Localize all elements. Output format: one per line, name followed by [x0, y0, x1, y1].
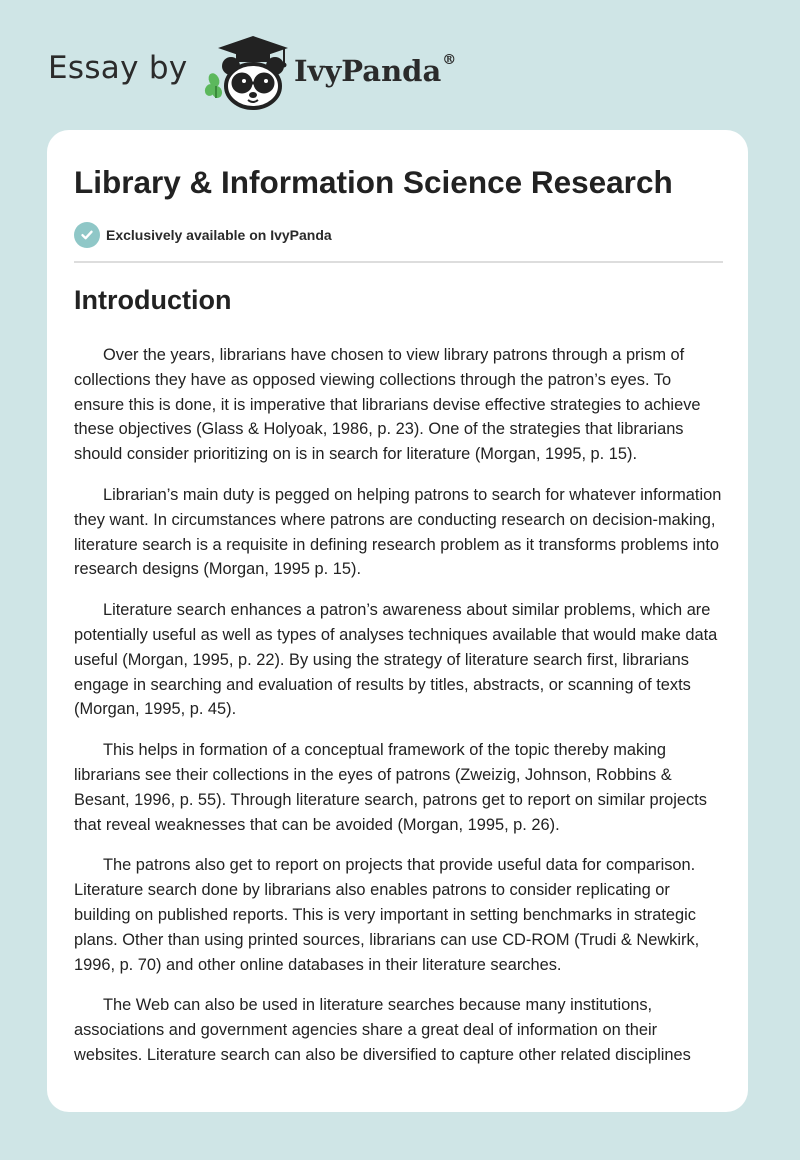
availability-text: Exclusively available on IvyPanda — [106, 227, 332, 243]
essay-body — [74, 343, 723, 1084]
registered-mark: ® — [442, 52, 457, 68]
paragraph: This helps in formation of a conceptual framework of the topic thereby making librarians see their collections in the eyes of patrons (Zweizig, Johnson, Robbins & Besant, 1996, p. 55). Through literature search, patrons get to report on similar projects that reveal weaknesses that can be avoided (Morgan, 1995, p. 26). — [74, 741, 707, 834]
title-divider — [74, 261, 723, 263]
essay-title: Library & Information Science Research — [74, 164, 673, 200]
section-heading: Introduction — [74, 285, 232, 315]
paragraph: Literature search enhances a patron’s awareness about similar problems, which are potentially useful as well as types of analyses techniques available that would make data useful (Morgan, 1995, p. 22). By using the strategy of literature search first, librarians engage in searching and evaluation of results by titles, abstracts, or scanning of texts (Morgan, 1995, p. 45). — [74, 601, 718, 719]
paragraph: Librarian’s main duty is pegged on helping patrons to search for whatever information they want. In circumstances where patrons are conducting research on decision-making, literature search is a requisite in defining research problem as it transforms problems into research designs (Morgan, 1995 p. 15). — [74, 485, 722, 579]
paragraph: The Web can also be used in literature searches because many institutions, associations and government agencies share a great deal of information on their websites. Literature search can also be diversified to capture other related disciplines — [74, 996, 691, 1064]
site-header — [48, 28, 748, 118]
check-circle-icon — [74, 222, 100, 248]
paragraph: The patrons also get to report on projects that provide useful data for comparison. Literature search done by librarians also enables patrons to consider replicating or building on published reports. This is very important in setting benchmarks in strategic plans. Other than using printed sources, librarians can use CD-ROM (Trudi & Newkirk, 1996, p. 70) and other online databases in their literature searches. — [74, 856, 700, 974]
essay-card — [47, 130, 748, 1112]
essay-by-label: Essay by — [48, 50, 188, 86]
paragraph: Over the years, librarians have chosen to view library patrons through a prism of collections they have as opposed viewing collections through the patron’s eyes. To ensure this is done, it is imperative that librarians devise effective strategies to achieve these objectives (Glass & Holyoak, 1986, p. 23). One of the strategies that librarians should consider prioritizing on is in search for literature (Morgan, 1995, p. 15). — [74, 346, 701, 464]
availability-badge — [74, 222, 332, 248]
brand-name[interactable] — [294, 54, 456, 88]
brand-name-text: IvyPanda — [294, 54, 442, 88]
panda-graduate-icon[interactable] — [200, 28, 300, 110]
